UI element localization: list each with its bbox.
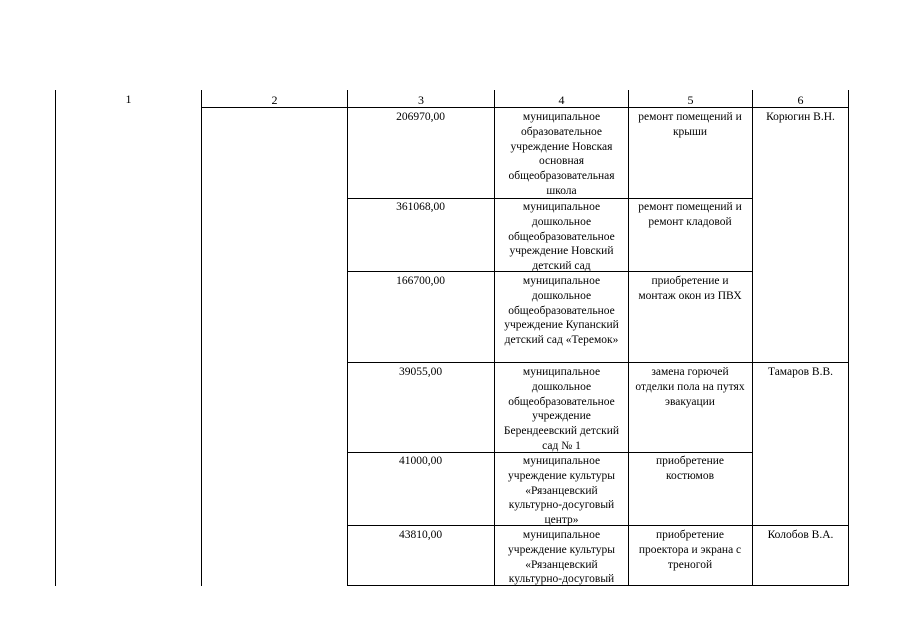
- row-5-amount: 41000,00: [398, 455, 443, 467]
- row-3-amount: 166700,00: [396, 275, 445, 287]
- row-2-work: ремонт помещений и ремонт кладовой: [638, 201, 742, 228]
- row-6-institution: муниципальное учреждение культуры «Рязанцевский культурно-досуговый: [508, 529, 615, 586]
- row-5-work: приобретение костюмов: [655, 455, 725, 482]
- table-border-col5-col6: [752, 90, 753, 586]
- row-4-institution: муниципальное дошкольное общеобразовательное учреждение Берендеевский детский сад № 1: [503, 366, 620, 452]
- row-divider-3: [347, 362, 849, 363]
- row-5-institution: муниципальное учреждение культуры «Рязанцевский культурно-досуговый центр»: [508, 455, 615, 527]
- row-4-amount: 39055,00: [398, 366, 443, 378]
- row-1-work: ремонт помещений и крыши: [638, 111, 742, 138]
- table-border-header-bottom: [201, 107, 849, 108]
- row-1-amount: 206970,00: [396, 111, 445, 123]
- row-6-person: Колобов В.А.: [767, 529, 834, 541]
- row-6-work: приобретение проектора и экрана с треногой: [638, 529, 742, 571]
- column-header-1: 1: [125, 92, 132, 106]
- column-header-2: 2: [271, 93, 278, 107]
- row-6-amount: 43810,00: [398, 529, 443, 541]
- column-header-6: 6: [797, 93, 804, 107]
- row-2-institution: муниципальное дошкольное общеобразовательное учреждение Новский детский сад: [508, 201, 615, 273]
- table-border-right: [848, 90, 849, 586]
- table-border-col4-col5: [628, 90, 629, 586]
- row-3-institution: муниципальное дошкольное общеобразовательное учреждение Купанский детский сад «Теремок»: [504, 275, 619, 347]
- column-header-3: 3: [418, 93, 424, 107]
- row-4-person: Тамаров В.В.: [767, 366, 834, 378]
- row-4-work: замена горючей отделки пола на путях эвакуации: [635, 366, 745, 408]
- table-border-col2-col3: [347, 90, 348, 586]
- table-border-col3-col4: [494, 90, 495, 586]
- column-header-4: 4: [558, 93, 565, 107]
- row-1-institution: муниципальное образовательное учреждение Новская основная общеобразовательная школа: [508, 111, 615, 197]
- column-header-5: 5: [687, 93, 694, 107]
- row-2-amount: 361068,00: [396, 201, 445, 213]
- table-border-col1-col2: [201, 90, 202, 586]
- row-3-work: приобретение и монтаж окон из ПВХ: [638, 275, 742, 302]
- table-border-left: [55, 90, 56, 586]
- row-1-person: Корюгин В.Н.: [766, 111, 835, 123]
